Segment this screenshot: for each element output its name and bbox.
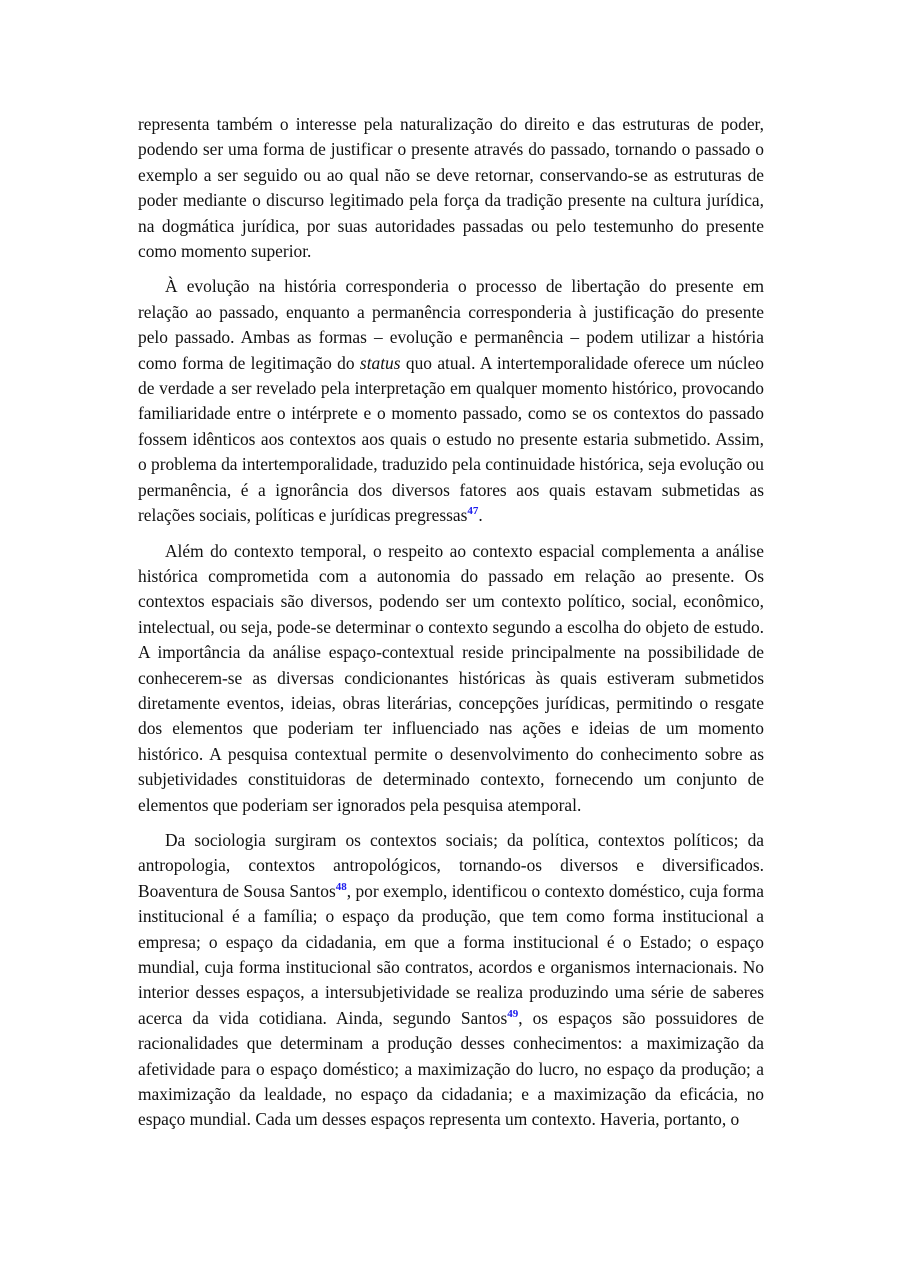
paragraph-text: representa também o interesse pela naturalização do direito e das estruturas de poder, podendo ser uma forma de justificar o presente através do passado, tornando o passado o exemplo a ser seguido ou ao qual não se deve retornar, conservando-se as estruturas de poder mediante o discurso legitimado pela força da tradição presente na cultura jurídica, na dogmática jurídica, por suas autoridades passadas ou pelo testemunho do presente como momento superior. bbox=[138, 114, 764, 262]
footnote-ref-49[interactable]: 49 bbox=[507, 1007, 519, 1020]
paragraph-text: quo atual. A intertemporalidade oferece um núcleo de verdade a ser revelado pela interpretação em qualquer momento histórico, provocando familiaridade entre o intérprete e o momento passado, como se os contextos do passado fossem idênticos aos contextos aos quais o estudo no presente estaria submetido. Assim, o problema da intertemporalidade, traduzido pela continuidade histórica, seja evolução ou permanência, é a ignorância dos diversos fatores aos quais estavam submetidas as relações sociais, políticas e jurídicas pregressas bbox=[138, 352, 765, 526]
paragraph-2 bbox=[138, 274, 764, 528]
paragraph-4 bbox=[138, 828, 764, 1133]
paragraph-3 bbox=[138, 539, 764, 818]
paragraph-text: . bbox=[478, 505, 483, 526]
document-page bbox=[138, 112, 764, 1143]
paragraph-text: Além do contexto temporal, o respeito ao contexto espacial complementa a análise histórica comprometida com a autonomia do passado em relação ao presente. Os contextos espaciais são diversos, podendo ser um contexto político, social, econômico, intelectual, ou seja, pode-se determinar o contexto segundo a escolha do objeto de estudo. A importância da análise espaço-contextual reside principalmente na possibilidade de conhecerem-se as diversas condicionantes históricas às quais estiveram submetidos diretamente eventos, ideias, obras literárias, concepções jurídicas, permitindo o resgate dos elementos que poderiam ter influenciado nas ações e ideias de um momento histórico. A pesquisa contextual permite o desenvolvimento do conhecimento sobre as subjetividades constituidoras de determinado contexto, fornecendo um conjunto de elementos que poderiam ser ignorados pela pesquisa atemporal. bbox=[138, 540, 764, 815]
paragraph-text: , os espaços são possuidores de racionalidades que determinam a produção desses conhecimentos: a maximização da afetividade para o espaço doméstico; a maximização do lucro, no espaço da produção; a maximização da lealdade, no espaço da cidadania; e a maximização da eficácia, no espaço mundial. Cada um desses espaços representa um contexto. Haveria, portanto, o bbox=[138, 1007, 764, 1130]
paragraph-text: Da sociologia surgiram os contextos sociais; da política, contextos políticos; da antropologia, contextos antropológicos, tornando-os diversos e diversificados. Boaventura de Sousa Santos bbox=[138, 829, 764, 901]
paragraph-1 bbox=[138, 112, 764, 264]
footnote-ref-48[interactable]: 48 bbox=[335, 880, 347, 893]
paragraph-text: À evolução na história corresponderia o processo de libertação do presente em relação ao passado, enquanto a permanência corresponderia à justificação do presente pelo passado. Ambas as formas – evolução e permanência – podem utilizar a história como forma de legitimação do bbox=[138, 276, 764, 373]
paragraph-text: , por exemplo, identificou o contexto doméstico, cuja forma institucional é a família; o espaço da produção, que tem como forma institucional a empresa; o espaço da cidadania, em que a forma institucional é o Estado; o espaço mundial, cuja forma institucional são contratos, acordos e organismos internacionais. No interior desses espaços, a intersubjetividade se realiza produzindo uma série de saberes acerca da vida cotidiana. Ainda, segundo Santos bbox=[138, 880, 764, 1028]
footnote-ref-47[interactable]: 47 bbox=[467, 505, 479, 518]
italic-term-status: status bbox=[359, 352, 401, 373]
